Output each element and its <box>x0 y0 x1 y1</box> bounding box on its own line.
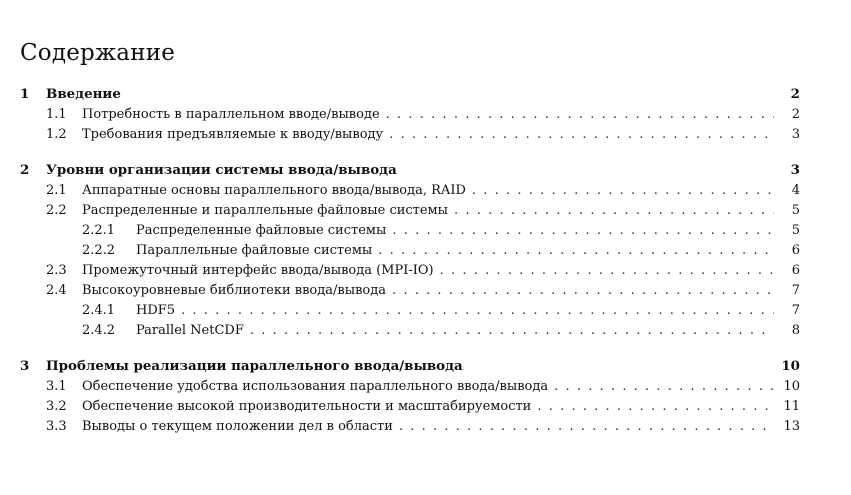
toc-entry-number: 3 <box>20 358 30 374</box>
toc-entry-number: 2.4 <box>46 283 67 298</box>
toc-entry-number: 3.1 <box>46 379 67 394</box>
toc-entry-sec[interactable] <box>20 397 800 416</box>
toc-entry-number: 1.2 <box>46 127 67 142</box>
toc-entry-page-number: 5 <box>791 223 800 238</box>
toc-dot-leader <box>181 301 774 320</box>
toc-entry-sec[interactable] <box>20 281 800 300</box>
toc-entry-title: Parallel NetCDF <box>136 323 244 338</box>
toc-entry-chapter[interactable] <box>20 161 800 180</box>
toc-entry-subsec[interactable] <box>20 221 800 240</box>
toc-entry-title: Выводы о текущем положении дел в области <box>82 419 393 434</box>
toc-entry-page-number: 6 <box>791 243 800 258</box>
toc-entry-page-number: 2 <box>790 86 800 102</box>
toc-entry-page-number: 2 <box>791 107 800 122</box>
toc-entry-number: 2.2 <box>46 203 67 218</box>
toc-entry-title: Обеспечение удобства использования параллельного ввода/вывода <box>82 379 549 394</box>
toc-entry-page-number: 7 <box>791 303 800 318</box>
toc-dot-leader <box>537 397 774 416</box>
toc-dot-leader <box>399 417 774 436</box>
toc-dot-leader <box>454 201 774 220</box>
toc-entry-number: 2.2.1 <box>82 223 116 238</box>
toc-entry-sec[interactable] <box>20 125 800 144</box>
toc-entry-number: 2.4.2 <box>82 323 116 338</box>
toc-entry-page-number: 7 <box>791 283 800 298</box>
toc-dot-leader <box>392 221 774 240</box>
toc-entry-number: 2.3 <box>46 263 67 278</box>
toc-entry-sec[interactable] <box>20 261 800 280</box>
toc-dot-leader <box>386 105 774 124</box>
toc-dot-leader <box>472 181 774 200</box>
toc-entry-sec[interactable] <box>20 417 800 436</box>
toc-entry-page-number: 6 <box>791 263 800 278</box>
toc-entry-chapter[interactable] <box>20 85 800 104</box>
toc-dot-leader <box>250 321 774 340</box>
toc-entry-title: Распределенные и параллельные файловые системы <box>82 203 449 218</box>
toc-entry-page-number: 10 <box>781 358 800 374</box>
toc-entry-title: Потребность в параллельном вводе/выводе <box>82 107 380 122</box>
toc-entry-number: 1.1 <box>46 107 67 122</box>
toc-entry-page-number: 13 <box>783 419 800 434</box>
toc-entry-title: Проблемы реализации параллельного ввода/вывода <box>46 358 463 374</box>
toc-entry-sec[interactable] <box>20 201 800 220</box>
toc-dot-leader <box>392 281 774 300</box>
toc-entry-sec[interactable] <box>20 105 800 124</box>
toc-entry-title: Параллельные файловые системы <box>136 243 373 258</box>
toc-entry-number: 3.3 <box>46 419 67 434</box>
toc-entry-number: 2.4.1 <box>82 303 116 318</box>
toc-entry-subsec[interactable] <box>20 241 800 260</box>
toc-entry-title: Промежуточный интерфейс ввода/вывода (MPI-IO) <box>82 263 434 278</box>
toc-entry-title: Распределенные файловые системы <box>136 223 387 238</box>
toc-entry-page-number: 5 <box>791 203 800 218</box>
toc-dot-leader <box>378 241 774 260</box>
toc-entry-sec[interactable] <box>20 181 800 200</box>
toc-dot-leader <box>389 125 774 144</box>
toc-entry-title: Обеспечение высокой производительности и масштабируемости <box>82 399 532 414</box>
toc-entry-title: Требования предъявляемые к вводу/выводу <box>82 127 384 142</box>
toc-entry-title: Введение <box>46 86 121 102</box>
toc-entry-page-number: 8 <box>791 323 800 338</box>
toc-entry-subsec[interactable] <box>20 301 800 320</box>
toc-entry-page-number: 11 <box>783 399 800 414</box>
toc-entry-title: HDF5 <box>136 303 176 318</box>
toc-entry-number: 2 <box>20 162 30 178</box>
toc-entry-number: 2.2.2 <box>82 243 116 258</box>
toc-entry-sec[interactable] <box>20 377 800 396</box>
toc-entry-title: Аппаратные основы параллельного ввода/вывода, RAID <box>82 183 466 198</box>
toc-entry-title: Высокоуровневые библиотеки ввода/вывода <box>82 283 386 298</box>
toc-entry-page-number: 3 <box>791 127 800 142</box>
toc-entry-page-number: 10 <box>783 379 800 394</box>
toc-entry-number: 1 <box>20 86 30 102</box>
toc-entry-subsec[interactable] <box>20 321 800 340</box>
toc-entry-page-number: 4 <box>791 183 800 198</box>
toc-entry-chapter[interactable] <box>20 357 800 376</box>
toc-entry-title: Уровни организации системы ввода/вывода <box>46 162 397 178</box>
toc-dot-leader <box>554 377 774 396</box>
toc-entry-number: 3.2 <box>46 399 67 414</box>
toc-dot-leader <box>440 261 774 280</box>
toc-entry-page-number: 3 <box>790 162 800 178</box>
page-title: Содержание <box>20 40 176 66</box>
toc-entry-number: 2.1 <box>46 183 67 198</box>
